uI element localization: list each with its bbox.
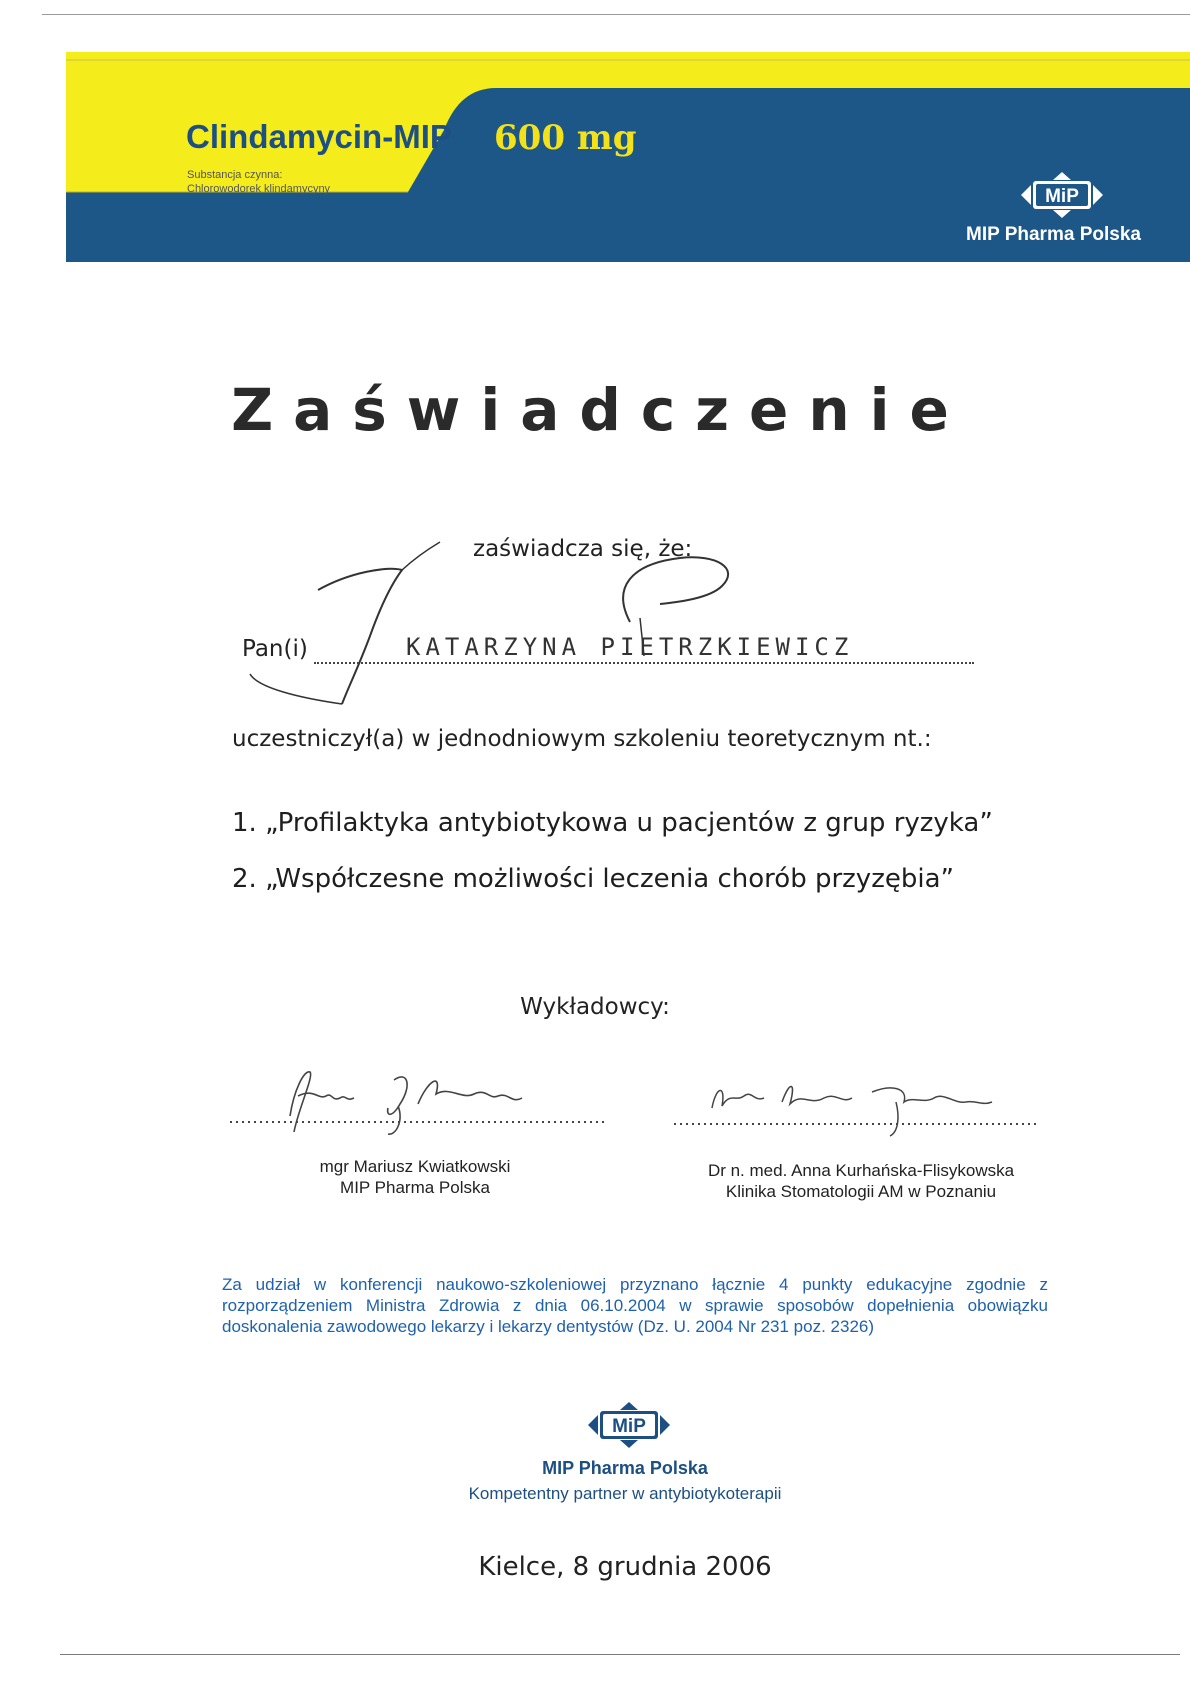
lecturer-right-name: Dr n. med. Anna Kurhańska-Flisykowska bbox=[707, 1161, 1015, 1180]
scan-edge-bottom bbox=[60, 1654, 1180, 1655]
header-logo-text: MiP bbox=[1045, 186, 1079, 207]
lecturer-right-affiliation: Klinika Stomatologii AM w Poznaniu bbox=[725, 1182, 997, 1201]
header-banner bbox=[66, 52, 1190, 262]
pan-label: Pan(i) bbox=[242, 636, 308, 662]
signature-right-drawing bbox=[672, 1062, 1042, 1142]
place-and-date: Kielce, 8 grudnia 2006 bbox=[478, 1552, 772, 1582]
substance-label: Substancja czynna: bbox=[187, 169, 283, 181]
footer-logo-text: MiP bbox=[612, 1416, 646, 1437]
header-company-name: MIP Pharma Polska bbox=[966, 224, 1141, 245]
topic-item-1: 1. „Profilaktyka antybiotykowa u pacjentów z grup ryzyka” bbox=[232, 808, 993, 838]
substance-name: Chlorowodorek klindamycyny bbox=[187, 183, 331, 195]
footer-mip-logo-icon bbox=[588, 1402, 670, 1448]
participation-line: uczestniczył(a) w jednodniowym szkoleniu teoretycznym nt.: bbox=[232, 726, 932, 752]
product-name: Clindamycin-MIP bbox=[186, 118, 452, 155]
mip-logo-icon bbox=[1021, 172, 1103, 218]
substance-info bbox=[187, 168, 330, 196]
signature-left-drawing bbox=[228, 1060, 608, 1140]
name-flourish-drawing bbox=[240, 528, 800, 728]
certify-line: zaświadcza się, że: bbox=[473, 536, 693, 562]
product-dose: 600 mg bbox=[494, 118, 637, 158]
scan-edge-top bbox=[42, 14, 1190, 15]
signature-left bbox=[228, 1060, 608, 1140]
footer-tagline: Kompetentny partner w antybiotykoterapii bbox=[468, 1484, 782, 1503]
lecturer-left bbox=[230, 1156, 600, 1198]
education-points-note: Za udział w konferencji naukowo-szkoleniowej przyznano łącznie 4 punkty edukacyjne zgodnie z rozporządzeniem Ministra Zdrowia z dnia 06.10.2004 w sprawie sposobów dopełnienia obowiązku doskonalenia zawodowego lekarzy i lekarzy dentystów (Dz. U. 2004 Nr 231 poz. 2326) bbox=[222, 1275, 1048, 1336]
lecturers-label: Wykładowcy: bbox=[520, 994, 670, 1020]
document-title: Zaświadczenie bbox=[231, 376, 969, 444]
signature-right bbox=[672, 1062, 1042, 1142]
lecturer-left-affiliation: MIP Pharma Polska bbox=[340, 1178, 490, 1197]
lecturer-right bbox=[656, 1160, 1066, 1202]
lecturer-left-name: mgr Mariusz Kwiatkowski bbox=[319, 1157, 511, 1176]
participant-name: KATARZYNA PIETRZKIEWICZ bbox=[406, 633, 854, 661]
footer-company-name: MIP Pharma Polska bbox=[542, 1458, 708, 1478]
topic-item-2: 2. „Współczesne możliwości leczenia chorób przyzębia” bbox=[232, 864, 954, 894]
